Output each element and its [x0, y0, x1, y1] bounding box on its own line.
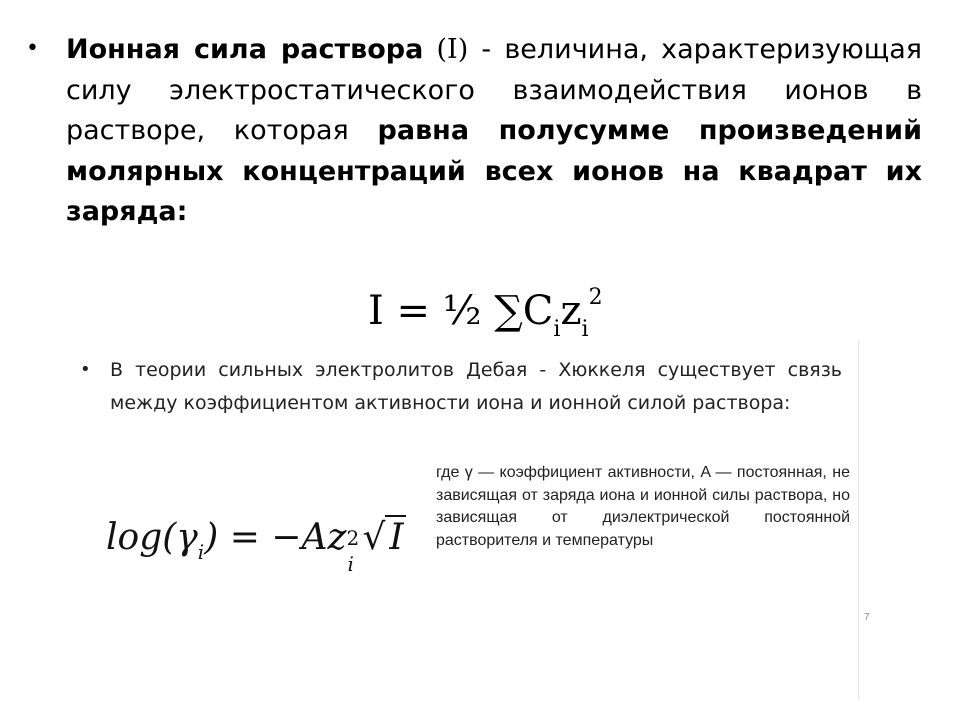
ionic-strength-formula: [368, 270, 603, 358]
formula-subscript-c: i: [553, 317, 561, 342]
term-ionic-strength: Ионная сила раствора: [66, 34, 424, 65]
debye-huckel-formula: [106, 508, 406, 582]
bullet-marker: •: [26, 36, 39, 61]
debye-huckel-text: В теории сильных электролитов Дебая - Хюккеля существует связь между коэффициентом активности иона и ионной силой раствора:: [110, 359, 842, 414]
definition-bold-text: равна полусумме произведений молярных концентраций всех ионов на квадрат их заряда: [66, 115, 922, 228]
formula-explanation: где γ — коэффициент активности, A — постоянная, не зависящая от заряда иона и ионной силы раствора, но зависящая от диэлектрической постоянной растворителя и температуры: [436, 464, 850, 549]
formula-lhs: I = ½ ∑C: [368, 288, 554, 334]
page-number: 7: [864, 612, 870, 623]
formula-z-subscript: i: [347, 552, 354, 576]
formula-log-gamma: log(γ: [106, 517, 198, 558]
bullet-marker-2: •: [80, 359, 91, 380]
formula-equals-az: ) = −Az: [204, 517, 347, 558]
ionic-strength-definition: [66, 30, 922, 233]
sqrt-sign: √: [362, 517, 386, 558]
formula-z-scripts: [346, 526, 360, 576]
square-root: [360, 508, 405, 568]
formula-z-superscript: 2: [346, 526, 360, 550]
formula-superscript: 2: [588, 285, 603, 310]
sqrt-radicand: I: [385, 515, 405, 559]
definition-colon: :: [176, 196, 188, 228]
formula-subscript-z: i: [581, 317, 589, 342]
formula-gamma-subscript: i: [197, 540, 205, 564]
formula-z: z: [560, 288, 582, 334]
definition-text: - величина, характеризующая силу электростатического взаимодействия ионов в растворе, которая: [66, 34, 922, 147]
image-border: [858, 340, 859, 700]
term-symbol: (I): [436, 34, 469, 65]
